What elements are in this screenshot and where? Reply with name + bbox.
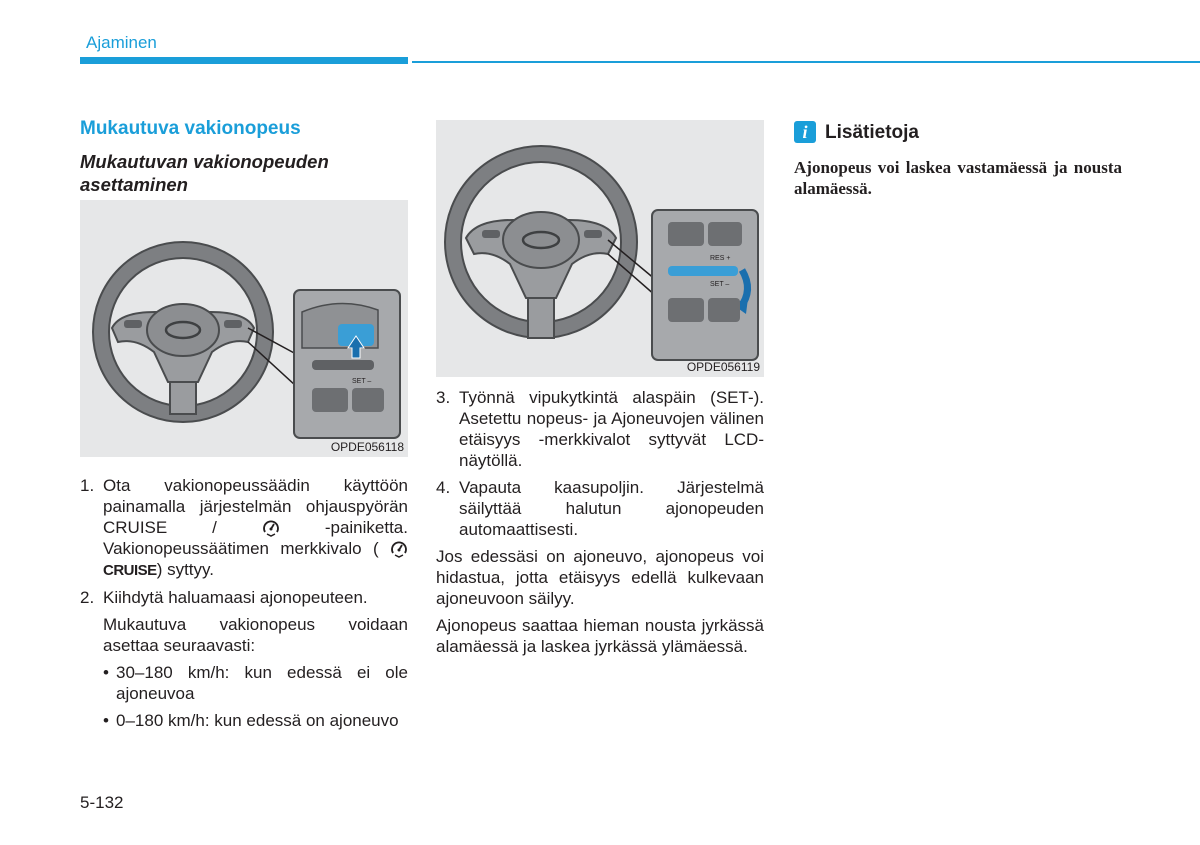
cruise-speedometer-icon bbox=[262, 517, 280, 537]
steering-wheel-illustration bbox=[436, 120, 764, 377]
section-title: Mukautuva vakionopeus bbox=[80, 118, 301, 139]
step-4 bbox=[436, 477, 764, 540]
left-column-text bbox=[80, 475, 408, 737]
step-2 bbox=[80, 587, 408, 608]
bullet-text: 30–180 km/h: kun edessä ei ole ajoneuvoa bbox=[116, 663, 408, 703]
step-3 bbox=[436, 387, 764, 471]
header-section-title: Ajaminen bbox=[86, 33, 157, 52]
step-1 bbox=[80, 475, 408, 581]
steering-wheel-figure-set-lever bbox=[436, 120, 764, 377]
step-text: Työnnä vipukytkintä alaspäin (SET-). Asetettu nopeus- ja Ajoneuvojen välinen etäisyys -merkkivalot syttyvät LCD-näytöllä. bbox=[459, 388, 764, 470]
step-text: Ota vakionopeussäädin käyttöön painamalla järjestelmän ohjauspyörän CRUISE / bbox=[103, 476, 408, 537]
bullet-item: • 30–180 km/h: kun edessä ei ole ajoneuvoa bbox=[103, 663, 408, 703]
step-number: 3. bbox=[436, 388, 451, 407]
step-number: 4. bbox=[436, 478, 451, 497]
cruise-indicator-label: CRUISE bbox=[103, 562, 157, 579]
figure-code: OPDE056119 bbox=[686, 360, 760, 374]
header-rule bbox=[412, 61, 1200, 63]
step-number: 2. bbox=[80, 588, 95, 607]
info-title: Lisätietoja bbox=[825, 122, 919, 143]
step-text-mid: -painiketta. Vakionopeussäätimen merkkivalo ( bbox=[103, 518, 408, 558]
set-minus-label: SET – bbox=[710, 281, 730, 288]
header-accent-bar bbox=[80, 57, 408, 64]
figure-code: OPDE056118 bbox=[330, 440, 404, 454]
step-text: Vapauta kaasupoljin. Järjestelmä säilyttää halutun ajonopeuden automaattisesti. bbox=[459, 478, 764, 539]
bullet-item: • 0–180 km/h: kun edessä on ajoneuvo bbox=[103, 710, 408, 731]
speed-range-note: Mukautuva vakionopeus voidaan asettaa seuraavasti: bbox=[103, 615, 408, 655]
set-minus-label: SET – bbox=[352, 378, 372, 385]
step-number: 1. bbox=[80, 476, 95, 495]
middle-column-text bbox=[436, 387, 764, 663]
info-text: Ajonopeus voi laskea vastamäessä ja nousta alamäessä. bbox=[794, 158, 1122, 198]
info-icon: i bbox=[794, 121, 816, 143]
bullet-text: 0–180 km/h: kun edessä on ajoneuvo bbox=[116, 711, 399, 730]
res-plus-label: RES + bbox=[710, 255, 731, 262]
section-subtitle: Mukautuvan vakionopeuden asettaminen bbox=[80, 151, 329, 195]
step-text-after: ) syttyy. bbox=[156, 560, 214, 579]
cruise-indicator-icon bbox=[390, 538, 408, 558]
step-text: Kiihdytä haluamaasi ajonopeuteen. bbox=[103, 588, 368, 607]
paragraph: Jos edessäsi on ajoneuvo, ajonopeus voi hidastua, jotta etäisyys edellä kulkevaan ajoneuvoon säilyy. bbox=[436, 547, 764, 608]
steering-wheel-illustration bbox=[80, 200, 408, 457]
paragraph: Ajonopeus saattaa hieman nousta jyrkässä alamäessä ja laskea jyrkässä ylämäessä. bbox=[436, 616, 764, 656]
steering-wheel-figure-cruise-button bbox=[80, 200, 408, 457]
page-number: 5-132 bbox=[80, 793, 124, 812]
